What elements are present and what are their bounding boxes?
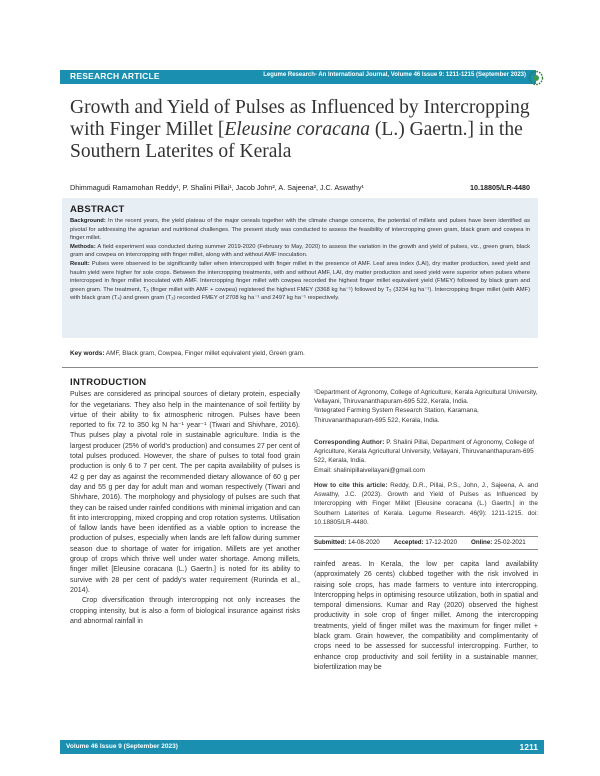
section-divider (62, 367, 538, 368)
affiliation-2: ²Integrated Farming System Research Station, Karamana, Thiruvananthapuram-695 522, Kerala, India. (314, 407, 479, 424)
footer-bar (60, 740, 544, 754)
introduction-heading: INTRODUCTION (70, 377, 147, 388)
right-column-text: rainfed areas. In Kerala, the low per capita land availability (approximately 26 cents) clubbed together with the risk involved in raising sole crops, has made farmers to venture into intercropping. Intercropping helps in optimising resource utilization, both in spatial and temporal dimensions. Kumar and Ray (2020) observed the highest productivity in sole crop of finger millet. Among the intercropping treatments, yield of finger millet was the maximum for finger millet + black gram. Grain however, the compatibility and complimentarity of crops need to be assessed for successful intercropping. Further, to enhance crop productivity and soil fertility in a sustainable manner, biofertilization may be (314, 561, 538, 671)
header-bar (60, 70, 536, 84)
article-type-label: RESEARCH ARTICLE (70, 71, 160, 81)
citation: How to cite this article: Reddy, D.R., Pillai, P.S., John, J., Sajeena, A. and Aswathy, J.C. (2023). Growth and Yield of Pulses as Influenced by Intercropping with Finger Millet [Eleusine coracana (L.) Gaertn.] in the Southern Laterites of Kerala. Legume Research. 46(9): 1211-1215. doi: 10.18805/LR-4480. (314, 482, 538, 526)
author-email[interactable]: Email: shalinipillaivellayani@gmail.com (314, 466, 425, 474)
intro-paragraph-1: Pulses are considered as principal sources of dietary protein, especially for the vegetarians. They also help in the maintenance of soil fertility by virtue of their ability to fix atmospheric nitrogen. Pulses have been reported to fix 72 to 350 kg N ha⁻¹ year⁻¹ (Tiwari and Shivhare, 2016). Thus pulses play a pivotal role in sustainable agriculture. India is the largest producer (25% of world's production) and consumes 27 per cent of total pulses produced. However, the share of pulses to total food grain production is only 6 to 7 per cent. The per capita availability of pulses is 42 g per day as against the recommended dietary allowance of 60 g per day and 55 g per day for adult man and woman respectively (Tiwari and Shivhare, 2016). The morphology and physiology of pulses are such that they can be raised under rainfed conditions with minimal irrigation and can fit into intercropping, mixed cropping and crop rotation systems. Utilisation of fallow lands have been identified as a viable option to increase the production of pulses, especially when lands are left fallow during summer season due to shortage of water for irrigation. Millets are yet another group of crops which thrive well under water shortage. Among millets, finger millet [Eleusine coracana (L.) Gaertn.] is noted for its ability to survive with 28 per cent of paddy's water requirement (Rurinda et al., 2014). (70, 391, 300, 594)
journal-info: Legume Research- An International Journal, Volume 46 Issue 9: 1211-1215 (September 2023) (263, 72, 526, 78)
dates-rule-top (314, 536, 538, 537)
abstract-result: Result: Pulses were observed to be significantly taller when intercropped with finger millet in the presence of AMF. Leaf area index (LAI), dry matter production, seed yield and haulm yield were higher for sole crops. Between the intercropping treatments, with and without AMF, LAI, dry matter production and seed yield were superior when pulses where intercropped in finger millet inoculated with AMF. Intercropping finger millet with cowpea recorded the highest finger millet equivalent yield (FMEY) followed by black gram and green gram. The treatment, T₆ (finger millet with AMF + cowpea) registered the highest FMEY (3368 kg ha⁻¹) followed by T₅ (3234 kg ha⁻¹). Intercropping finger millet (with AMF) with black gram (T₄) and green gram (T₃) recorded FMEY of 2708 kg ha⁻¹ and 2497 kg ha⁻¹ respectively. (70, 260, 530, 302)
footer-volume: Volume 46 Issue 9 (September 2023) (66, 743, 178, 750)
affiliation-1: ¹Department of Agronomy, College of Agriculture, Kerala Agricultural University, Vellayani, Thiruvananthapuram-695 522, Kerala, India. (314, 389, 538, 406)
publication-dates (314, 539, 538, 546)
abstract-methods: Methods: A field experiment was conducted during summer 2019-2020 (February to May, 2020) to assess the variation in the growth and yield of pulses, viz., green gram, black gram and cowpea on intercropping with finger millet, along with and without AMF inoculation. (70, 243, 530, 259)
submitted-date: Submitted: 14-08-2020 (314, 539, 380, 546)
affiliations (314, 388, 538, 425)
journal-logo-icon (528, 70, 544, 86)
page-number: 1211 (519, 742, 538, 752)
author-list: Dhimmagudi Ramamohan Reddy¹, P. Shalini Pillai¹, Jacob John², A. Sajeena², J.C. Aswathy¹ (70, 183, 364, 192)
abstract-background: Background: In the recent years, the yield plateau of the major cereals together with the climate change concerns, the potential of millets and pulses have been identified as pivotal for addressing the agrarian and nutritional challenges. The present study was conducted to assess the feasibility of intercropping green gram, black gram and cowpea in finger millet. (70, 218, 530, 242)
intro-paragraph-2: Crop diversification through intercropping not only increases the cropping intensity, but is also a form of biological insurance against risks and abnormal rainfall in (70, 597, 300, 625)
online-date: Online: 25-02-2021 (471, 539, 526, 546)
dates-rule-bottom (314, 549, 538, 550)
doi-label: 10.18805/LR-4480 (470, 183, 530, 192)
keywords: Key words: AMF, Black gram, Cowpea, Finger millet equivalent yield, Green gram. (70, 350, 305, 357)
accepted-date: Accepted: 17-12-2020 (393, 539, 458, 546)
abstract-box (62, 198, 538, 338)
abstract-heading: ABSTRACT (70, 204, 125, 215)
article-title: Growth and Yield of Pulses as Influenced by Intercropping with Finger Millet [Eleusine coracana (L.) Gaertn.] in the Southern Laterites of Kerala (70, 97, 530, 162)
corresponding-author: Corresponding Author: P. Shalini Pillai, Department of Agronomy, College of Agriculture, Kerala Agricultural University, Vellayani, Thiruvananthapuram-695 522, Kerala, India. Email: shalinipillaivellayani@gmail.com (314, 438, 538, 475)
left-column (70, 378, 300, 627)
